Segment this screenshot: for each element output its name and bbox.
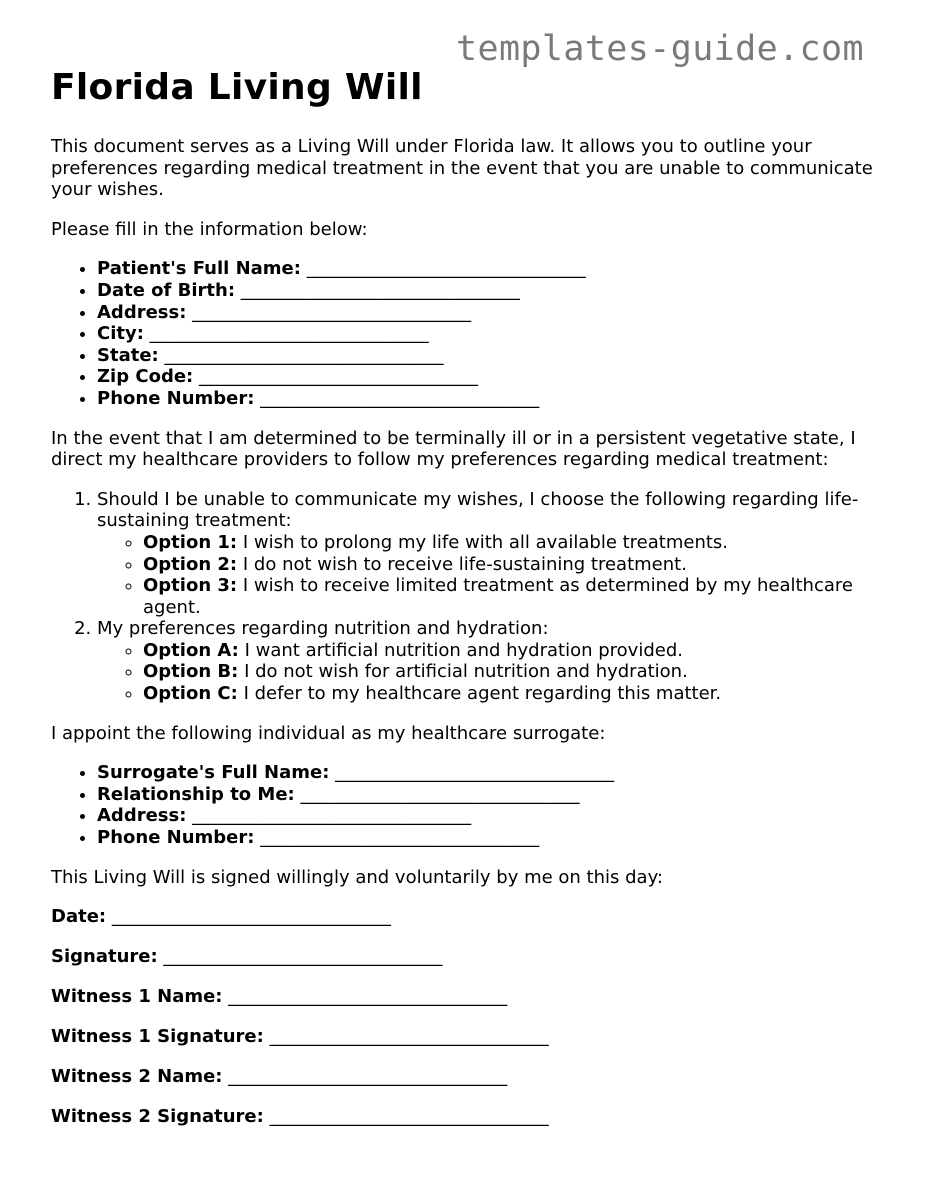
patient-field-state[interactable]: • State: _______________________________ [97,345,881,367]
patient-field-full-name[interactable]: • Patient's Full Name: _______________________________ [97,258,881,280]
preference-life-sustaining: 1. Should I be unable to communicate my wishes, I choose the following regarding life-sustaining treatment: ◦ Option 1: I wish to prolong my life with all available treatments. ◦ Option 2: I do not wish to receive life-sustaining treatment. ◦ Option 3: I wish to receive limited treatment as determined by my healthcare agent. [97,489,881,619]
fill-blank[interactable]: _______________________________ [335,762,615,784]
surrogate-info-list [51,762,881,848]
preference-nutrition: 2. My preferences regarding nutrition and hydration: ◦ Option A: I want artificial nutrition and hydration provided. ◦ Option B: I do not wish for artificial nutrition and hydration. ◦ Option C: I defer to my healthcare agent regarding this matter. [97,618,881,704]
fill-blank[interactable]: _______________________________ [192,805,472,827]
fill-blank[interactable]: _______________________________ [269,1106,549,1128]
patient-field-city[interactable]: • City: _______________________________ [97,323,881,345]
fill-blank[interactable]: _______________________________ [198,366,478,388]
document-page [51,68,881,1146]
option-1[interactable]: ◦ Option 1: I wish to prolong my life with all available treatments. [143,532,867,554]
appoint-paragraph: I appoint the following individual as my healthcare surrogate: [51,722,606,744]
signature-field-witness-1-name[interactable]: Witness 1 Name: _______________________________ [51,986,508,1008]
fill-blank[interactable]: _______________________________ [260,827,540,849]
fill-blank[interactable]: _______________________________ [269,1026,549,1048]
document-title: Florida Living Will [51,67,423,108]
signed-statement: This Living Will is signed willingly and voluntarily by me on this day: [51,866,663,888]
surrogate-field-phone[interactable]: • Phone Number: _______________________________ [97,827,881,849]
patient-field-zip[interactable]: • Zip Code: _______________________________ [97,366,881,388]
fill-blank[interactable]: _______________________________ [306,258,586,280]
option-b[interactable]: ◦ Option B: I do not wish for artificial nutrition and hydration. [143,661,867,683]
surrogate-field-full-name[interactable]: • Surrogate's Full Name: _______________________________ [97,762,881,784]
option-2[interactable]: ◦ Option 2: I do not wish to receive life-sustaining treatment. [143,554,867,576]
fill-blank[interactable]: _______________________________ [111,906,391,928]
fill-prompt: Please fill in the information below: [51,218,368,240]
patient-field-address[interactable]: • Address: _______________________________ [97,302,881,324]
fill-blank[interactable]: _______________________________ [192,301,472,323]
life-sustaining-options [97,532,867,618]
fill-blank[interactable]: _______________________________ [164,344,444,366]
intro-paragraph: This document serves as a Living Will under Florida law. It allows you to outline your preferences regarding medical treatment in the event that you are unable to communicate your wishes. [51,136,873,201]
site-watermark: templates-guide.com [456,29,864,69]
patient-field-phone[interactable]: • Phone Number: _______________________________ [97,388,881,410]
patient-info-list [51,258,881,409]
surrogate-field-address[interactable]: • Address: _______________________________ [97,805,881,827]
option-a[interactable]: ◦ Option A: I want artificial nutrition and hydration provided. [143,640,867,662]
fill-blank[interactable]: _______________________________ [300,783,580,805]
signature-field-witness-2-signature[interactable]: Witness 2 Signature: _______________________________ [51,1106,549,1128]
signature-field-signature[interactable]: Signature: _______________________________ [51,946,443,968]
signature-field-witness-1-signature[interactable]: Witness 1 Signature: _______________________________ [51,1026,549,1048]
patient-field-dob[interactable]: • Date of Birth: _______________________________ [97,280,881,302]
option-3[interactable]: ◦ Option 3: I wish to receive limited treatment as determined by my healthcare agent. [143,575,867,618]
signature-field-date[interactable]: Date: _______________________________ [51,906,391,928]
fill-blank[interactable]: _______________________________ [228,1066,508,1088]
fill-blank[interactable]: _______________________________ [260,387,540,409]
fill-blank[interactable]: _______________________________ [163,946,443,968]
option-c[interactable]: ◦ Option C: I defer to my healthcare agent regarding this matter. [143,683,867,705]
fill-blank[interactable]: _______________________________ [149,323,429,345]
fill-blank[interactable]: _______________________________ [240,279,520,301]
nutrition-options [97,640,867,705]
preferences-list [51,489,881,705]
direction-paragraph: In the event that I am determined to be terminally ill or in a persistent vegetative state, I direct my healthcare providers to follow my preferences regarding medical treatment: [51,427,856,471]
surrogate-field-relationship[interactable]: • Relationship to Me: _______________________________ [97,784,881,806]
fill-blank[interactable]: _______________________________ [228,986,508,1008]
signature-field-witness-2-name[interactable]: Witness 2 Name: _______________________________ [51,1066,508,1088]
